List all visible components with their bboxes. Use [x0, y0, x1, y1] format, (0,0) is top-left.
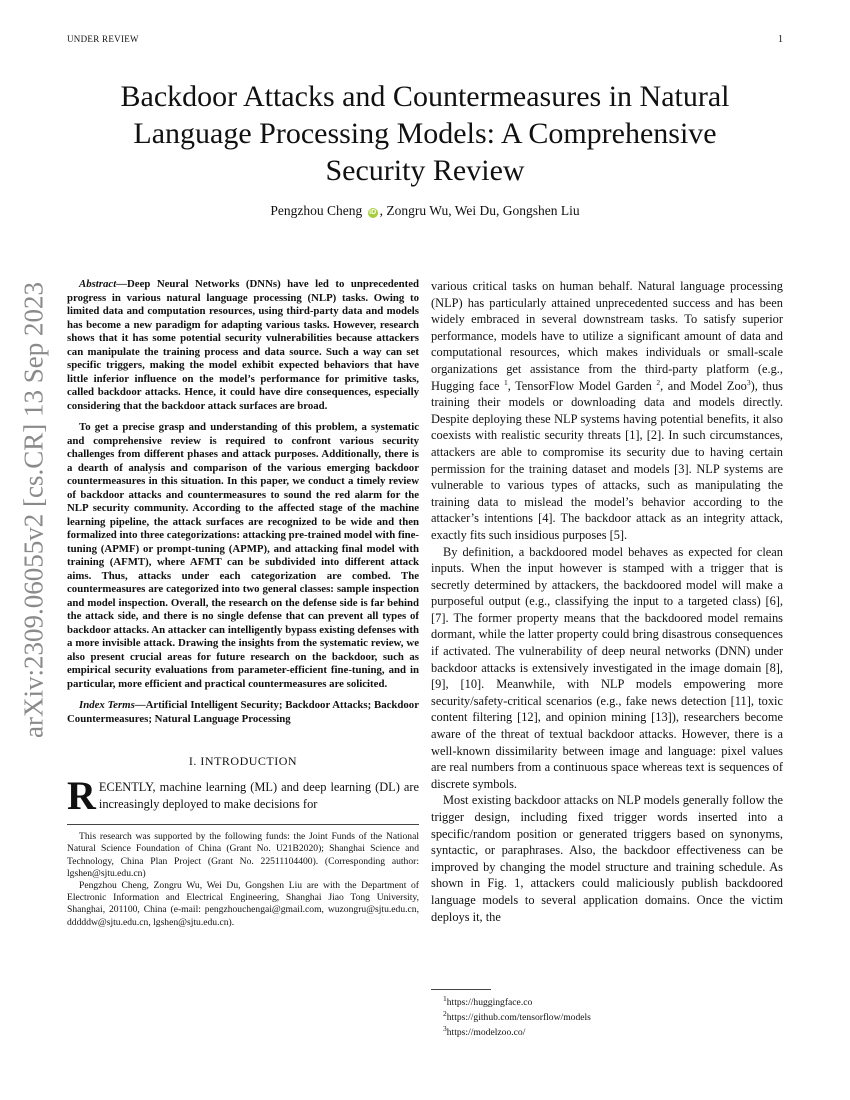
- body-paragraph: various critical tasks on human behalf. Natural language processing (NLP) has particularly attained unprecedented success and has been widely embraced in several downstream tasks. To satisfy superior performance, models have to utilize a significant amount of data and computational resources, which makes individuals or small-scale organizations get assistance from the third-party platform (e.g., Hugging face $^1$, TensorFlow Model Garden $^2$, and Model Zoo$^3$), thus training their models or downloading data and models directly. Despite deploying these NLP systems having potential benefits, it also coexists with realistic security threats [1], [2]. In such circumstances, attackers are able to compromise its security due to having certain permission for the training dataset and models [3]. NLP systems are vulnerable to various types of attacks, such as manipulating the training data to mislead the model’s behavior according to the attacker’s intentions [4]. The backdoor attack as an integrity attack, exactly fits such insidious purposes [5].: [431, 279, 784, 542]
- index-terms-label: Index Terms: [79, 699, 135, 711]
- footnote-item[interactable]: $^3$https://modelzoo.co/: [443, 1023, 526, 1038]
- title-line: Security Review: [325, 154, 525, 187]
- footnote-item[interactable]: $^2$https://github.com/tensorflow/models: [443, 1008, 591, 1023]
- paper-title: [60, 78, 790, 189]
- arxiv-id[interactable]: arXiv:2309.06055v2 [cs.CR] 13 Sep 2023: [18, 282, 49, 738]
- title-line: Language Processing Models: A Comprehensive: [133, 117, 717, 150]
- drop-cap: R: [67, 773, 96, 818]
- footnote-ref[interactable]: 3: [746, 377, 751, 387]
- funding-note: This research was supported by the following funds: the Joint Funds of the National Natural Science Foundation of China (Grant No. U21B2020); Shanghai Science and Technology, China Plan Project (Grant No. 22511104400). (Corresponding author: lgshen@sjtu.edu.cn): [67, 831, 419, 879]
- intro-paragraph: RECENTLY, machine learning (ML) and deep learning (DL) are increasingly deployed to make decisions for: [67, 773, 419, 818]
- title-line: Backdoor Attacks and Countermeasures in Natural: [120, 80, 730, 113]
- index-terms: Index Terms—Artificial Intelligent Security; Backdoor Attacks; Backdoor Countermeasures; Natural Language Processing: [67, 699, 419, 725]
- footnote-item[interactable]: $^1$https://huggingface.co: [443, 993, 533, 1008]
- footnote-ref[interactable]: 2: [656, 377, 661, 387]
- body-paragraph: Most existing backdoor attacks on NLP models generally follow the trigger design, including fixed trigger words inserted into a specific/random position or generated triggers based on synonyms, syntactic, or paraphrases. Also, the backdoor effectiveness can be improved by changing the model structure and training schedule. As shown in Fig. 1, attackers could maliciously publish backdoored language models to several application domains. Once the victim deploys it, the: [431, 793, 783, 924]
- left-column: [67, 278, 419, 929]
- footnote-ref[interactable]: 1: [503, 377, 508, 387]
- footnote-rule: [431, 989, 491, 990]
- url-footnotes: [443, 995, 591, 1040]
- first-author: Pengzhou Cheng: [270, 203, 363, 218]
- author-list: [60, 203, 790, 219]
- orcid-icon[interactable]: iD: [369, 209, 377, 216]
- other-authors: , Zongru Wu, Wei Du, Gongshen Liu: [379, 203, 580, 218]
- body-paragraph: By definition, a backdoored model behaves as expected for clean inputs. When the input however is stamped with a trigger that is secretly determined by attackers, the backdoored model will make a purposeful output (e.g., classifying the input to a targeted class) [6], [7]. The former property means that the backdoored model remains dormant, while the latter property could bring disastrous consequences if activated. The vulnerability of deep neural networks (DNN) under backdoor attacks is extensively investigated in the image domain [8], [9], [10]. Meanwhile, with NLP models empowering more security/safety-critical scenarios (e.g., fake news detection [11], toxic content filtering [12], and opinion mining [13]), researchers become aware of the threat of textual backdoor attacks. However, there is a well-known dissimilarity between image and language: pixel values are real numbers from a continuous space whereas text is sequences of discrete symbols.: [431, 544, 783, 791]
- arxiv-stamp: [14, 230, 54, 790]
- page-number: 1: [778, 34, 783, 45]
- abstract-paragraph: To get a precise grasp and understanding of this problem, a systematic and comprehensive review is required to confront various security challenges from different phases and attack purposes. Additionally, there is a dearth of analysis and comparison of the various emerging backdoor countermeasures in this situation. In this paper, we conduct a timely review of backdoor attacks and countermeasures to sound the red alarm for the NLP security community. According to the affected stage of the machine learning pipeline, the attack surfaces are recognized to be wide and then formalized into three categorizations: attacking pre-trained model with fine-tuning (APMF) or prompt-tuning (APMP), and attacking final model with training (AFMT), where AFMT can be subdivided into different attack aims. Thus, attacks under each categorization are combed. The countermeasures are categorized into two general classes: sample inspection and model inspection. Overall, the research on the defense side is far behind the attack side, and there is no single defense that can prevent all types of backdoor attacks. An attacker can intelligently bypass existing defenses with a more invisible attack. Drawing the insights from the systematic review, we also present crucial areas for future research on the backdoor, such as empirical security evaluations from parameter-efficient fine-tuning, and in particular, more efficient and practical countermeasures are solicited.: [67, 421, 419, 690]
- affiliation-note: Pengzhou Cheng, Zongru Wu, Wei Du, Gongshen Liu are with the Department of Electronic Information and Electrical Engineering, Shanghai Jiao Tong University, Shanghai, 201100, China (e-mail: pengzhouchengai@gmail.com, wuzongru@sjtu.edu.cn, dddddw@sjtu.edu.cn, lgshen@sjtu.edu.cn).: [67, 880, 419, 928]
- section-heading: I. INTRODUCTION: [188, 754, 298, 768]
- running-header: UNDER REVIEW: [67, 34, 139, 44]
- abstract-label: Abstract: [79, 278, 117, 290]
- footnote-rule: [67, 824, 419, 825]
- right-column: [431, 278, 783, 925]
- abstract-paragraph: Abstract—Deep Neural Networks (DNNs) have led to unprecedented progress in various natural language processing (NLP) tasks. Owing to limited data and computation resources, using third-party data and models has become a new paradigm for adapting various tasks. However, research shows that it has some potential security vulnerabilities because attackers can manipulate the training process and data source. Such a way can set specific triggers, making the model exhibit expected behaviors that have little inferior influence on the model’s performance for primitive tasks, called backdoor attacks. Hence, it could have dire consequences, especially considering that the backdoor attack surfaces are broad.: [67, 278, 419, 412]
